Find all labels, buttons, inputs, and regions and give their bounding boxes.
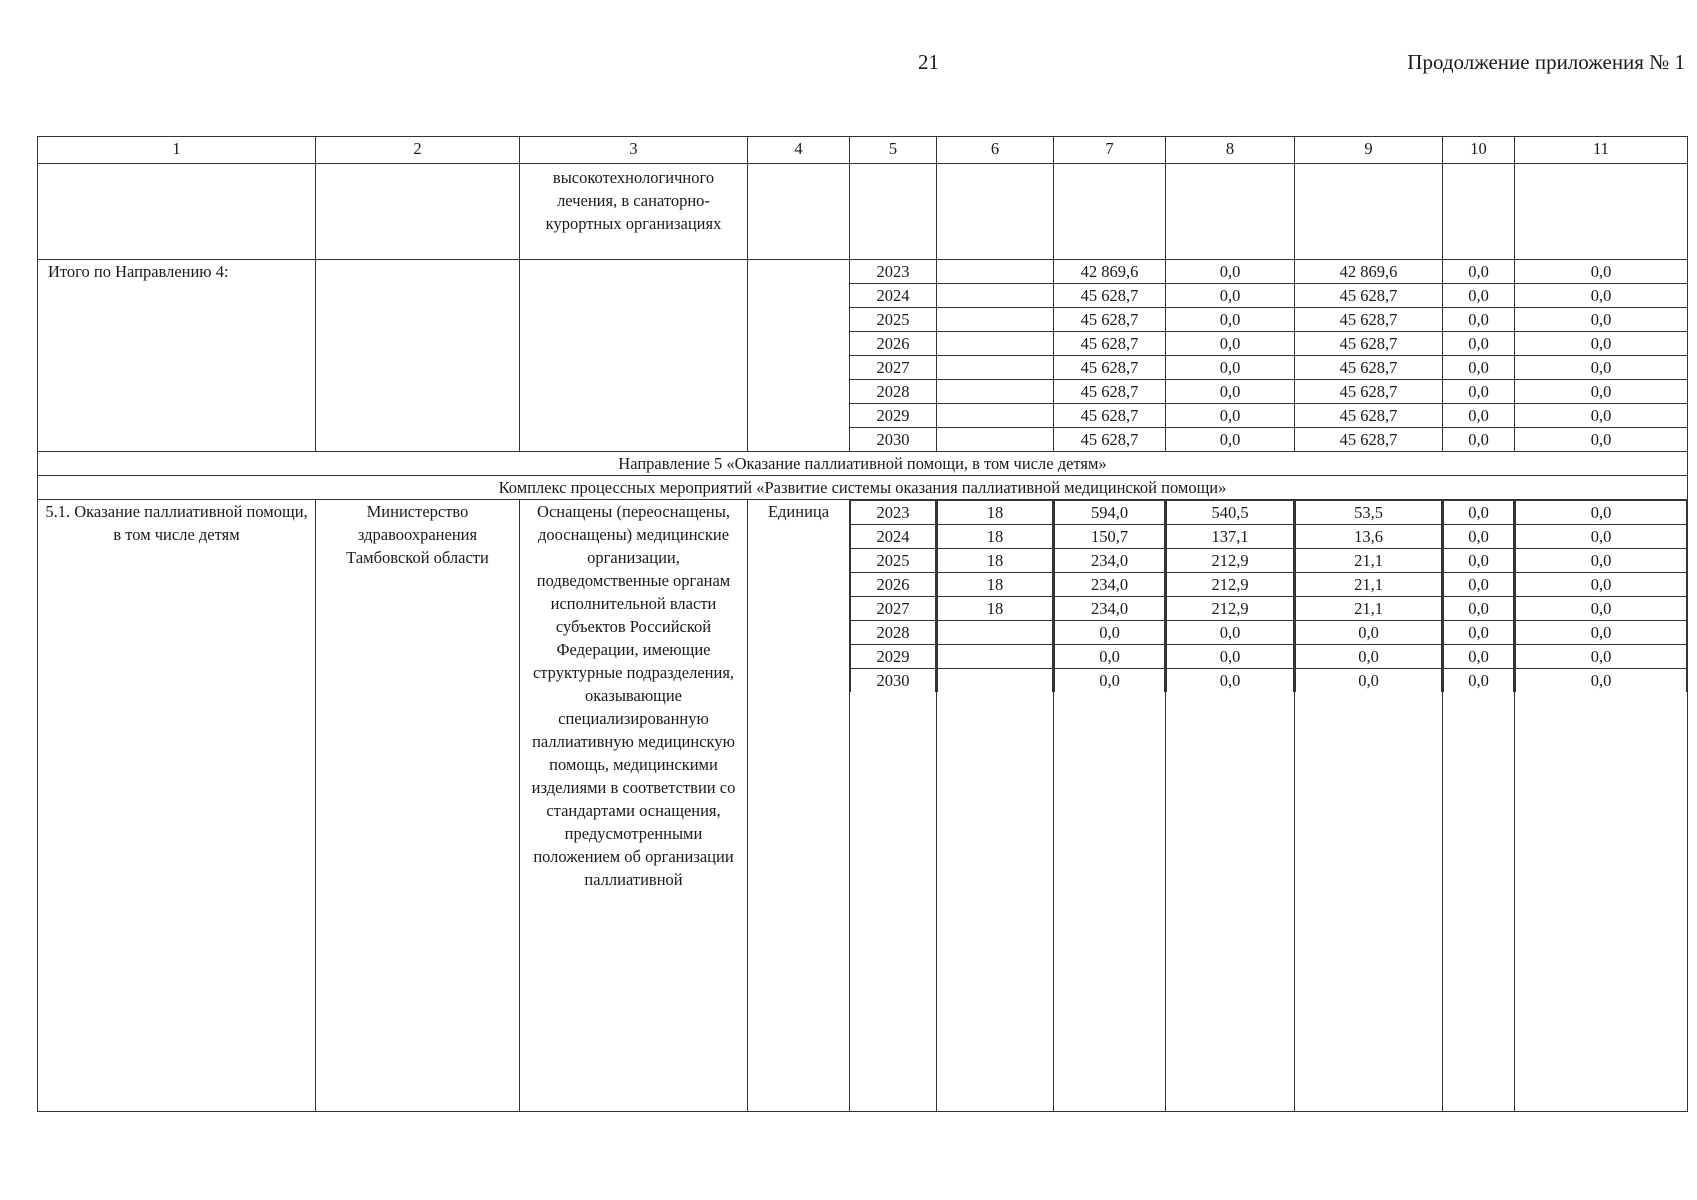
value-cell	[937, 332, 1054, 356]
year-cell: 2030	[850, 428, 937, 452]
value-cell: 18	[938, 597, 1053, 621]
value-cell	[938, 645, 1053, 669]
year-cell: 2024	[850, 284, 937, 308]
value-cell: 0,0	[1443, 260, 1515, 284]
value-cell: 45 628,7	[1054, 380, 1166, 404]
value-cell: 45 628,7	[1295, 308, 1443, 332]
values-column	[1295, 500, 1443, 1112]
direction-5-title: Направление 5 «Оказание паллиативной помощи, в том числе детям»	[38, 452, 1688, 476]
value-cell: 45 628,7	[1054, 404, 1166, 428]
value-cell: 18	[938, 501, 1053, 525]
year-cell: 2027	[851, 597, 936, 621]
value-cell	[938, 669, 1053, 693]
value-cell: 0,0	[1515, 380, 1688, 404]
value-cell: 0,0	[1516, 525, 1687, 549]
years-column	[850, 500, 937, 1112]
value-cell: 13,6	[1296, 525, 1442, 549]
value-cell: 0,0	[1515, 428, 1688, 452]
value-cell: 21,1	[1296, 549, 1442, 573]
value-cell: 212,9	[1167, 549, 1294, 573]
value-cell: 234,0	[1055, 573, 1165, 597]
value-cell: 0,0	[1296, 645, 1442, 669]
value-cell: 0,0	[1515, 260, 1688, 284]
value-cell: 0,0	[1443, 404, 1515, 428]
year-cell: 2023	[851, 501, 936, 525]
value-cell: 45 628,7	[1295, 332, 1443, 356]
value-cell: 0,0	[1515, 332, 1688, 356]
value-cell: 21,1	[1296, 573, 1442, 597]
value-cell: 0,0	[1444, 597, 1514, 621]
year-cell: 2029	[850, 404, 937, 428]
value-cell: 45 628,7	[1295, 284, 1443, 308]
value-cell: 0,0	[1055, 621, 1165, 645]
item-title: 5.1. Оказание паллиативной помощи, в том числе детям	[38, 500, 316, 1112]
value-cell: 0,0	[1444, 501, 1514, 525]
value-cell	[937, 356, 1054, 380]
value-cell	[937, 428, 1054, 452]
values-column	[1166, 500, 1295, 1112]
value-cell: 0,0	[1443, 380, 1515, 404]
year-cell: 2024	[851, 525, 936, 549]
value-cell: 0,0	[1443, 428, 1515, 452]
value-cell: 0,0	[1516, 669, 1687, 693]
value-cell	[938, 621, 1053, 645]
year-cell: 2025	[851, 549, 936, 573]
value-cell: 150,7	[1055, 525, 1165, 549]
col-header: 7	[1054, 137, 1166, 164]
value-cell: 0,0	[1516, 573, 1687, 597]
value-cell: 234,0	[1055, 597, 1165, 621]
year-cell: 2030	[851, 669, 936, 693]
complex-row	[38, 476, 1688, 500]
value-cell: 0,0	[1055, 669, 1165, 693]
value-cell: 234,0	[1055, 549, 1165, 573]
value-cell: 0,0	[1166, 428, 1295, 452]
value-cell: 0,0	[1443, 356, 1515, 380]
value-cell: 0,0	[1515, 308, 1688, 332]
value-cell: 18	[938, 573, 1053, 597]
value-cell: 18	[938, 549, 1053, 573]
col-header: 2	[316, 137, 520, 164]
value-cell: 45 628,7	[1054, 284, 1166, 308]
values-column	[1443, 500, 1515, 1112]
value-cell	[937, 404, 1054, 428]
value-cell: 0,0	[1166, 380, 1295, 404]
value-cell: 0,0	[1166, 308, 1295, 332]
value-cell: 45 628,7	[1054, 428, 1166, 452]
value-cell: 0,0	[1444, 669, 1514, 693]
value-cell: 53,5	[1296, 501, 1442, 525]
value-cell: 0,0	[1444, 525, 1514, 549]
col-header: 4	[748, 137, 850, 164]
value-cell: 0,0	[1516, 645, 1687, 669]
value-cell	[937, 284, 1054, 308]
value-cell: 0,0	[1296, 621, 1442, 645]
value-cell: 0,0	[1166, 404, 1295, 428]
year-cell: 2027	[850, 356, 937, 380]
value-cell: 0,0	[1444, 621, 1514, 645]
item-5-1-row	[38, 500, 1688, 1112]
values-column	[937, 500, 1054, 1112]
year-cell: 2026	[851, 573, 936, 597]
values-column	[1054, 500, 1166, 1112]
item-unit: Единица	[748, 500, 850, 1112]
value-cell: 18	[938, 525, 1053, 549]
value-cell: 0,0	[1166, 356, 1295, 380]
value-cell: 0,0	[1443, 308, 1515, 332]
value-cell: 212,9	[1167, 597, 1294, 621]
value-cell: 0,0	[1515, 404, 1688, 428]
year-cell: 2025	[850, 308, 937, 332]
value-cell: 21,1	[1296, 597, 1442, 621]
carry-over-text: высокотехнологичного лечения, в санаторно-курортных организациях	[520, 164, 748, 260]
carry-over-row	[38, 164, 1688, 260]
value-cell: 0,0	[1166, 260, 1295, 284]
direction-5-row	[38, 452, 1688, 476]
appendix-table	[37, 136, 1688, 1112]
value-cell: 137,1	[1167, 525, 1294, 549]
year-cell: 2023	[850, 260, 937, 284]
value-cell	[937, 308, 1054, 332]
page-number: 21	[918, 50, 939, 74]
complex-title: Комплекс процессных мероприятий «Развитие системы оказания паллиативной медицинской помощи»	[38, 476, 1688, 500]
value-cell: 0,0	[1167, 621, 1294, 645]
value-cell	[937, 260, 1054, 284]
total-label: Итого по Направлению 4:	[38, 260, 316, 452]
col-header: 9	[1295, 137, 1443, 164]
value-cell: 0,0	[1166, 332, 1295, 356]
value-cell: 0,0	[1443, 284, 1515, 308]
col-header: 3	[520, 137, 748, 164]
year-cell: 2028	[851, 621, 936, 645]
value-cell: 45 628,7	[1054, 308, 1166, 332]
year-cell: 2029	[851, 645, 936, 669]
column-number-row	[38, 137, 1688, 164]
col-header: 5	[850, 137, 937, 164]
value-cell: 0,0	[1166, 284, 1295, 308]
value-cell: 45 628,7	[1054, 332, 1166, 356]
value-cell: 45 628,7	[1295, 428, 1443, 452]
value-cell: 45 628,7	[1295, 380, 1443, 404]
value-cell: 0,0	[1516, 549, 1687, 573]
value-cell: 0,0	[1444, 573, 1514, 597]
value-cell: 0,0	[1443, 332, 1515, 356]
item-responsible: Министерство здравоохранения Тамбовской области	[316, 500, 520, 1112]
value-cell: 45 628,7	[1295, 356, 1443, 380]
value-cell: 212,9	[1167, 573, 1294, 597]
value-cell: 0,0	[1516, 501, 1687, 525]
value-cell: 0,0	[1515, 284, 1688, 308]
value-cell: 0,0	[1444, 645, 1514, 669]
item-description: Оснащены (переоснащены, дооснащены) медицинские организации, подведомственные органам исполнительной власти субъектов Российской Федерации, имеющие структурные подразделения, оказывающие специализированную паллиативную медицинскую помощь, медицинскими изделиями в соответствии со стандартами оснащения, предусмотренными положением об организации паллиативной	[520, 500, 748, 1112]
year-cell: 2026	[850, 332, 937, 356]
value-cell: 45 628,7	[1295, 404, 1443, 428]
col-header: 10	[1443, 137, 1515, 164]
value-cell: 45 628,7	[1054, 356, 1166, 380]
col-header: 1	[38, 137, 316, 164]
value-cell: 42 869,6	[1295, 260, 1443, 284]
col-header: 11	[1515, 137, 1688, 164]
value-cell: 0,0	[1167, 669, 1294, 693]
value-cell: 0,0	[1515, 356, 1688, 380]
value-cell: 42 869,6	[1054, 260, 1166, 284]
value-cell: 540,5	[1167, 501, 1294, 525]
value-cell: 0,0	[1516, 597, 1687, 621]
value-cell: 0,0	[1516, 621, 1687, 645]
value-cell: 594,0	[1055, 501, 1165, 525]
total-direction-4	[38, 260, 1688, 284]
continuation-title: Продолжение приложения № 1	[1407, 50, 1685, 74]
col-header: 6	[937, 137, 1054, 164]
value-cell: 0,0	[1055, 645, 1165, 669]
values-column	[1515, 500, 1688, 1112]
value-cell: 0,0	[1444, 549, 1514, 573]
value-cell	[937, 380, 1054, 404]
value-cell: 0,0	[1296, 669, 1442, 693]
value-cell: 0,0	[1167, 645, 1294, 669]
col-header: 8	[1166, 137, 1295, 164]
year-cell: 2028	[850, 380, 937, 404]
